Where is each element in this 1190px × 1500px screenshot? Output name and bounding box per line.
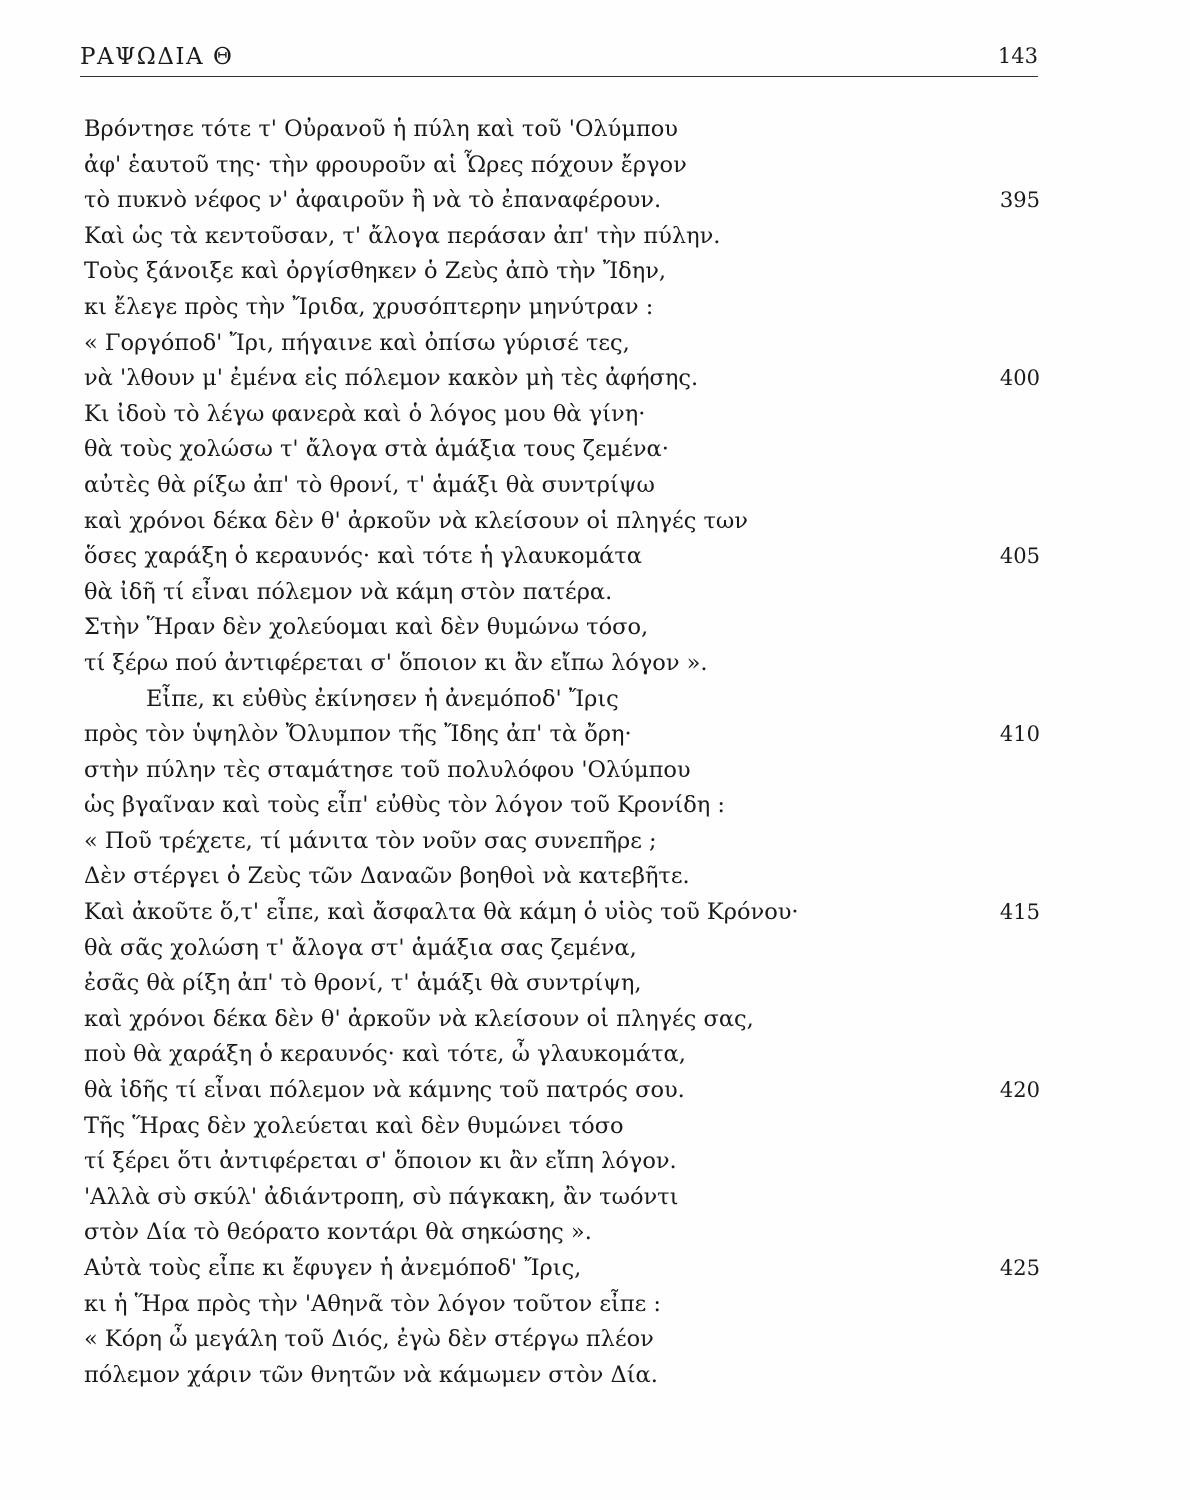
verse-line [84,397,1040,433]
verse-text: καὶ χρόνοι δέκα δὲν θ' ἀρκοῦν νὰ κλείσουν οἱ πληγές των [84,507,748,534]
verse-line [84,468,1040,504]
verse-text: ὅσες χαράξη ὁ κεραυνός· καὶ τότε ἡ γλαυκομάτα [84,543,642,570]
verse-text: τί ξέρει ὅτι ἀντιφέρεται σ' ὅποιον κι ἂν εἴπη λόγον. [84,1148,677,1175]
verse-line [84,1002,1040,1038]
verse-line [84,610,1040,646]
verse-line [84,575,1040,611]
verse-line [84,219,1040,255]
verse-line [84,112,1040,148]
verse-text: Αὐτὰ τοὺς εἶπε κι ἔφυγεν ἡ ἀνεμόποδ' Ἴρις, [84,1255,582,1281]
verse-text: « Γοργόποδ' Ἴρι, πήγαινε καὶ ὀπίσω γύρισέ τες, [84,329,630,356]
verse-line [84,1287,1040,1323]
verse-line [84,1251,1040,1287]
verse-text: στὴν πύλην τὲς σταμάτησε τοῦ πολυλόφου 'Ολύμπου [84,756,691,783]
verse-text: θὰ σᾶς χολώση τ' ἄλογα στ' ἁμάξια σας ζεμένα, [84,934,637,961]
verse-text: Στὴν Ἥραν δὲν χολεύομαι καὶ δὲν θυμώνω τόσο, [84,614,649,641]
line-number: 410 [999,722,1040,747]
verse-text: Καὶ ἀκοῦτε ὅ,τ' εἶπε, καὶ ἄσφαλτα θὰ κάμη ὁ υἱὸς τοῦ Κρόνου· [84,899,799,926]
verse-text: νὰ 'λθουν μ' ἐμένα εἰς πόλεμον κακὸν μὴ τὲς ἀφήσης. [84,365,699,392]
verse-text: Εἶπε, κι εὐθὺς ἐκίνησεν ἡ ἀνεμόποδ' Ἴρις [146,685,619,712]
verse-line [84,646,1040,682]
verse-text: κι ἡ Ἥρα πρὸς τὴν 'Αθηνᾶ τὸν λόγον τοῦτον εἶπε : [84,1290,662,1317]
verse-text: « Ποῦ τρέχετε, τί μάνιτα τὸν νοῦν σας συνεπῆρε ; [84,827,657,854]
verse-line [84,895,1040,931]
verse-text: ποὺ θὰ χαράξη ὁ κεραυνός· καὶ τότε, ὦ γλαυκομάτα, [84,1041,686,1068]
line-number: 400 [999,366,1040,391]
verse-text: Δὲν στέργει ὁ Ζεὺς τῶν Δαναῶν βοηθοὶ νὰ κατεβῆτε. [84,863,690,890]
verse-line [84,504,1040,540]
line-number: 420 [999,1078,1040,1103]
running-head [80,40,1038,76]
verse-text: αὐτὲς θὰ ρίξω ἀπ' τὸ θρονί, τ' ἁμάξι θὰ συντρίψω [84,471,655,498]
verse-line [84,1322,1040,1358]
page-number: 143 [997,44,1038,68]
verse-line [84,1358,1040,1394]
verse-text: Τῆς Ἥρας δὲν χολεύεται καὶ δὲν θυμώνει τόσο [84,1112,624,1139]
verse-line [84,1073,1040,1109]
verse-block [84,112,1040,1393]
verse-text: θὰ ἰδῆς τί εἶναι πόλεμον νὰ κάμνης τοῦ πατρός σου. [84,1077,685,1104]
verse-text: Βρόντησε τότε τ' Οὐρανοῦ ἡ πύλη καὶ τοῦ 'Ολύμπου [84,116,678,142]
verse-line [84,682,1040,718]
verse-text: Καὶ ὡς τὰ κεντοῦσαν, τ' ἄλογα περάσαν ἀπ' τὴν πύλην. [84,222,721,249]
verse-text: τί ξέρω πού ἀντιφέρεται σ' ὅποιον κι ἂν εἴπω λόγον ». [84,649,708,676]
verse-text: 'Αλλὰ σὺ σκύλ' ἀδιάντροπη, σὺ πάγκακη, ἂν τωόντι [84,1183,679,1210]
line-number: 395 [999,188,1040,213]
verse-line [84,717,1040,753]
verse-text: « Κόρη ὦ μεγάλη τοῦ Διός, ἐγὼ δὲν στέργω πλέον [84,1326,654,1353]
header-rule [80,76,1038,77]
verse-line [84,859,1040,895]
verse-line [84,1109,1040,1145]
verse-text: τὸ πυκνὸ νέφος ν' ἀφαιροῦν ἢ νὰ τὸ ἐπαναφέρουν. [84,187,662,214]
verse-text: καὶ χρόνοι δέκα δὲν θ' ἀρκοῦν νὰ κλείσουν οἱ πληγές σας, [84,1005,754,1032]
verse-line [84,1180,1040,1216]
verse-line [84,1037,1040,1073]
line-number: 415 [999,900,1040,925]
verse-text: πρὸς τὸν ὑψηλὸν Ὄλυμπον τῆς Ἴδης ἀπ' τὰ ὄρη· [84,721,632,748]
verse-line [84,148,1040,184]
verse-line [84,432,1040,468]
verse-line [84,788,1040,824]
verse-text: θὰ τοὺς χολώσω τ' ἄλογα στὰ ἁμάξια τους ζεμένα· [84,436,669,463]
verse-line [84,361,1040,397]
verse-line [84,931,1040,967]
verse-text: κι ἔλεγε πρὸς τὴν Ἴριδα, χρυσόπτερην μηνύτραν : [84,293,654,320]
verse-line [84,1144,1040,1180]
verse-line [84,290,1040,326]
verse-text: ἀφ' ἑαυτοῦ της· τὴν φρουροῦν αἱ Ὧρες πόχουν ἔργον [84,151,687,178]
verse-line [84,824,1040,860]
verse-text: ἐσᾶς θὰ ρίξη ἀπ' τὸ θρονί, τ' ἁμάξι θὰ συντρίψη, [84,970,642,997]
verse-text: θὰ ἰδῆ τί εἶναι πόλεμον νὰ κάμη στὸν πατέρα. [84,578,613,605]
line-number: 405 [999,544,1040,569]
verse-line [84,966,1040,1002]
verse-line [84,254,1040,290]
verse-line [84,539,1040,575]
verse-text: στὸν Δία τὸ θεόρατο κοντάρι θὰ σηκώσης ». [84,1219,592,1246]
verse-text: πόλεμον χάριν τῶν θνητῶν νὰ κάμωμεν στὸν Δία. [84,1361,658,1388]
verse-text: Τοὺς ξάνοιξε καὶ ὀργίσθηκεν ὁ Ζεὺς ἀπὸ τὴν Ἴδην, [84,258,667,285]
verse-line [84,753,1040,789]
chapter-title: ΡΑΨΩΔΙΑ Θ [80,44,234,70]
verse-text: Κι ἰδοὺ τὸ λέγω φανερὰ καὶ ὁ λόγος μου θὰ γίνη· [84,400,646,427]
verse-line [84,326,1040,362]
line-number: 425 [999,1256,1040,1280]
verse-text: ὡς βγαῖναν καὶ τοὺς εἶπ' εὐθὺς τὸν λόγον τοῦ Κρονίδη : [84,792,725,819]
verse-line [84,1215,1040,1251]
verse-line [84,183,1040,219]
